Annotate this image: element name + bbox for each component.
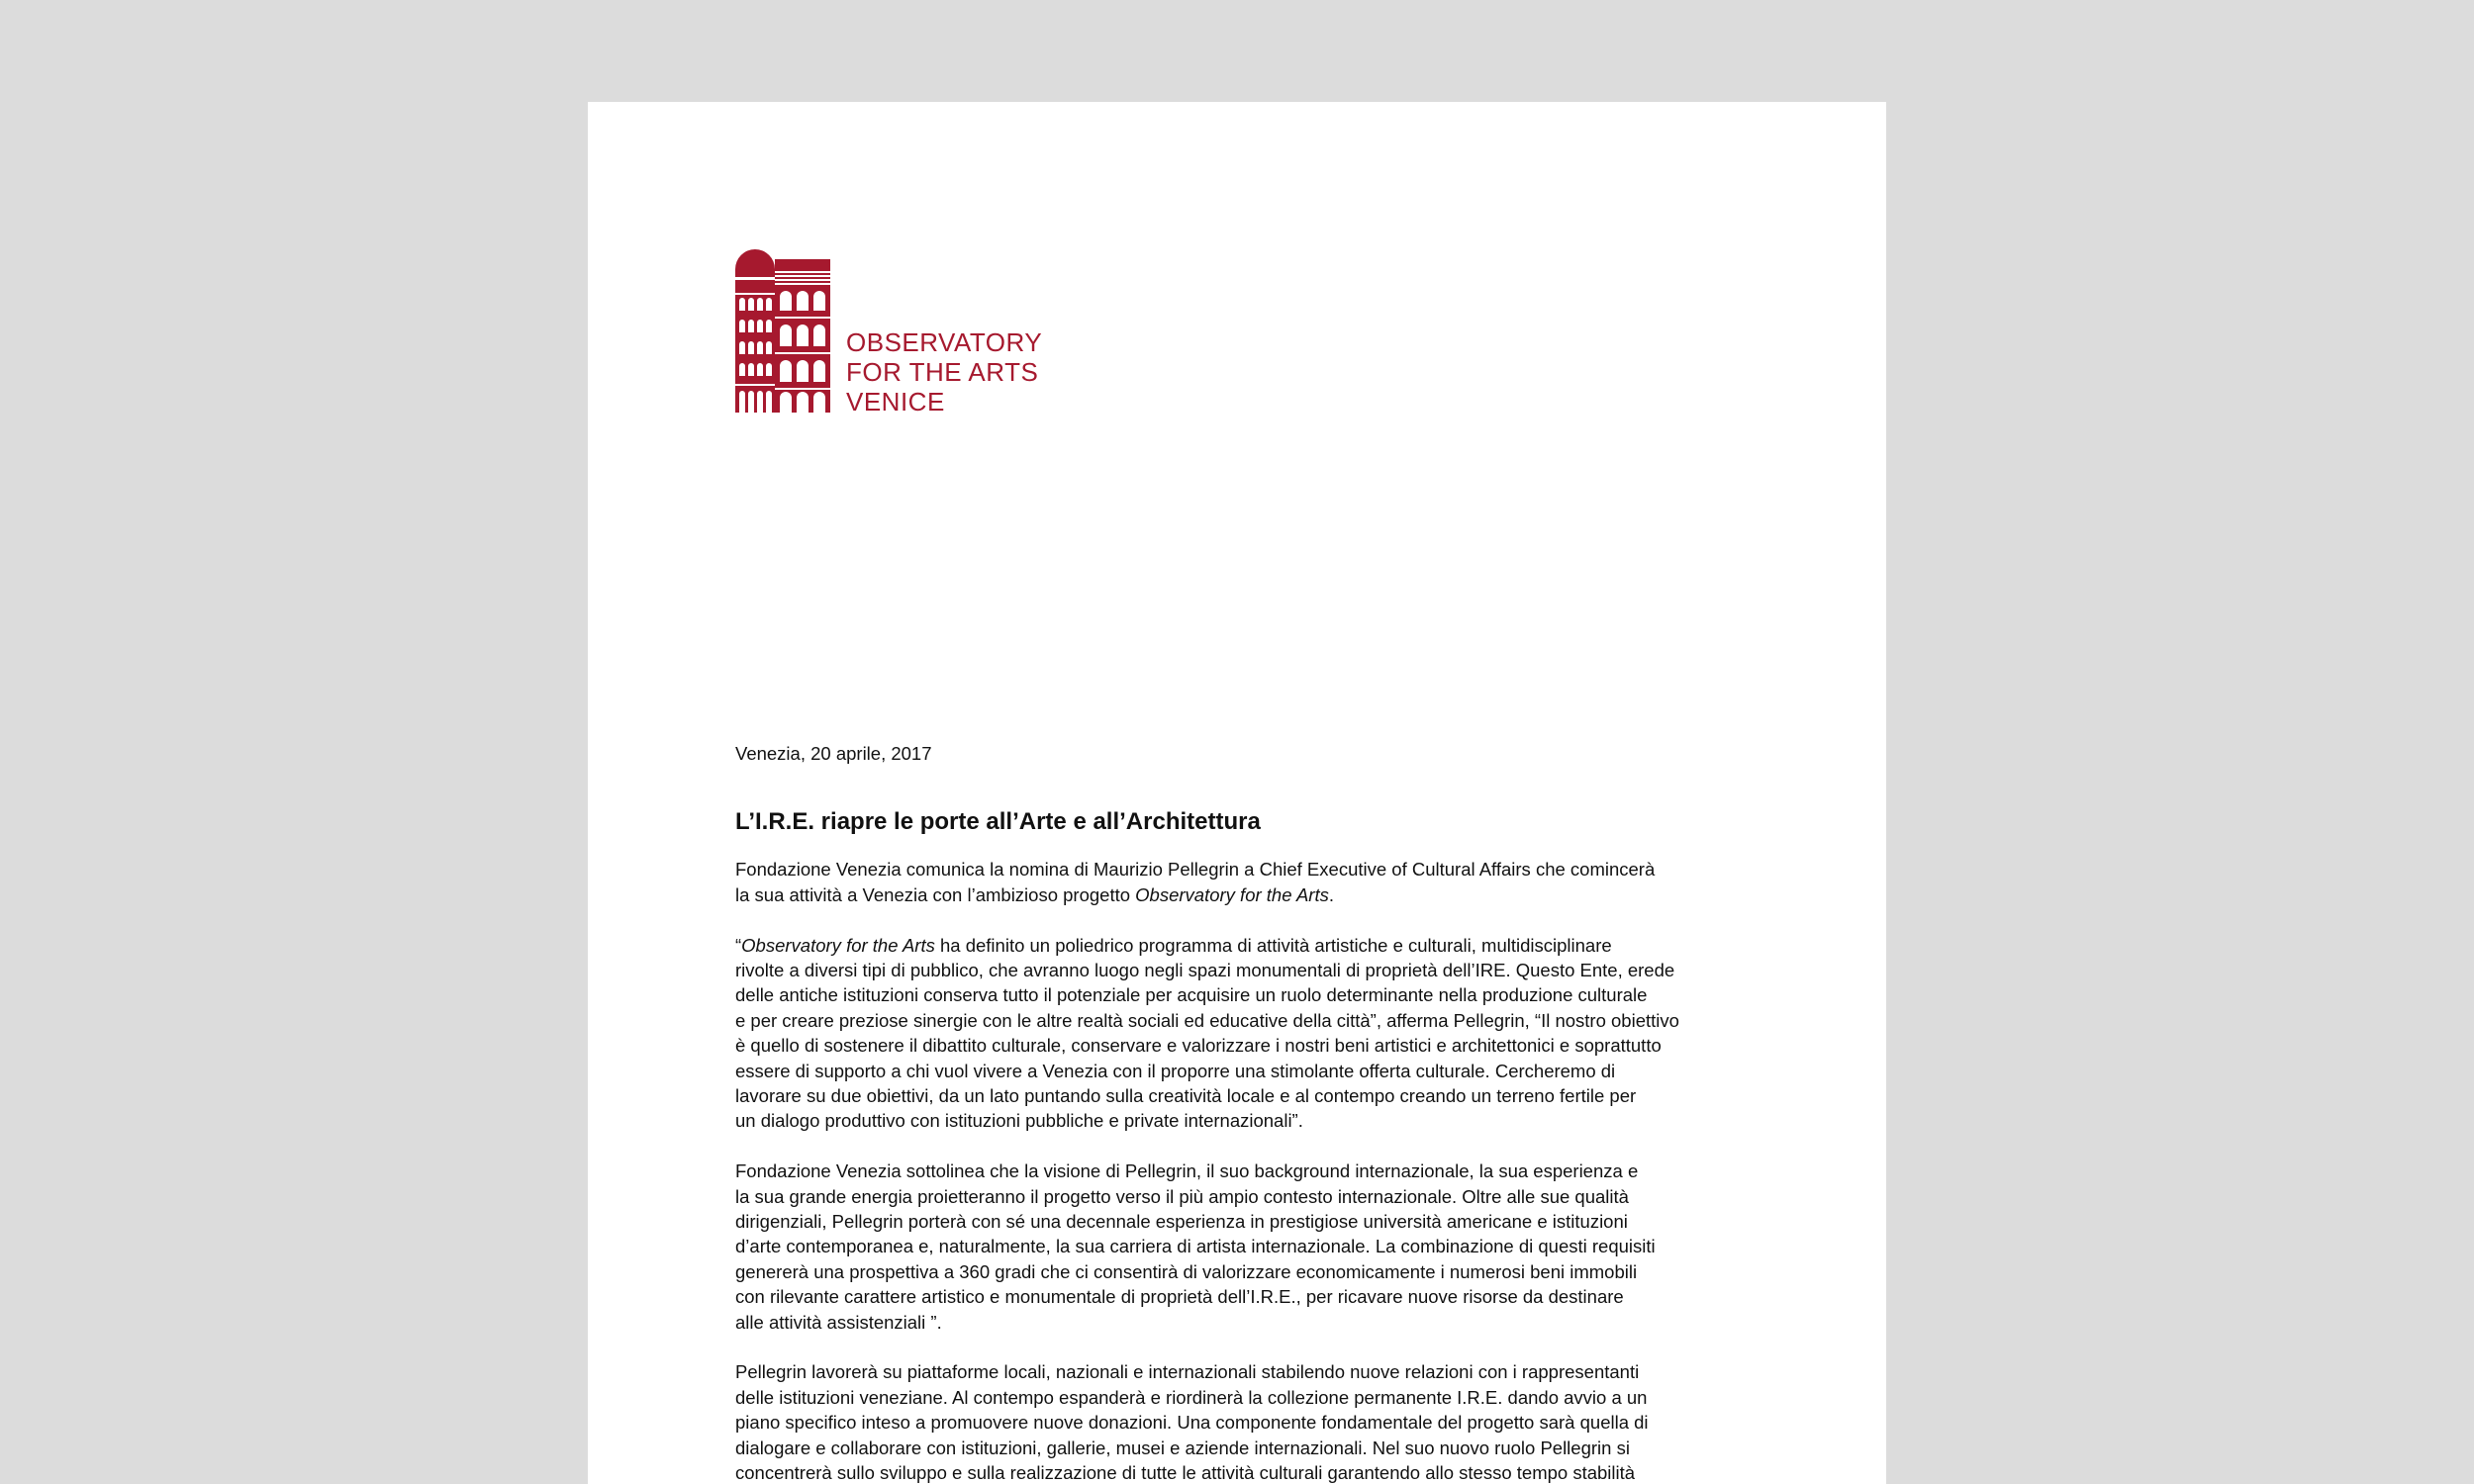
paragraph-line: concentrerà sullo sviluppo e sulla realizzazione di tutte le attività culturali garantendo allo stesso tempo stabilità <box>735 1462 1636 1484</box>
paragraph-2 <box>735 933 1745 1134</box>
logo-line-observatory: OBSERVATORY <box>846 327 1043 357</box>
paragraph-line: con rilevante carattere artistico e monumentale di proprietà dell’I.R.E., per ricavare nuove risorse da destinare <box>735 1286 1624 1308</box>
paragraph-line: è quello di sostenere il dibattito culturale, conservare e valorizzare i nostri beni artistici e architettonici e soprattutto <box>735 1035 1662 1057</box>
paragraph-line: Pellegrin lavorerà su piattaforme locali, nazionali e internazionali stabilendo nuove relazioni con i rappresentanti <box>735 1361 1640 1383</box>
paragraph-line: alle attività assistenziali ”. <box>735 1311 942 1333</box>
text-run: “ <box>735 934 742 956</box>
observatory-logo <box>735 249 1043 417</box>
logo-line-venice: VENICE <box>846 387 945 417</box>
paragraph-4 <box>735 1359 1745 1484</box>
paragraph-line: Fondazione Venezia comunica la nomina di Maurizio Pellegrin a Chief Executive of Cultural Affairs che comincerà <box>735 859 1656 881</box>
logo-wordmark <box>846 327 1042 417</box>
paragraph-line: piano specifico inteso a promuovere nuove donazioni. Una componente fondamentale del progetto sarà quella di <box>735 1412 1649 1434</box>
text-run: ha definito un poliedrico programma di attività artistiche e culturali, multidisciplinare <box>934 934 1612 956</box>
letter-page <box>588 102 1886 1484</box>
text-run: la sua attività a Venezia con l’ambizioso progetto <box>735 883 1136 905</box>
venetian-palazzo-facade-icon <box>735 249 830 413</box>
text-run: . <box>1328 883 1334 905</box>
paragraph-3 <box>735 1159 1745 1335</box>
paragraph-line: la sua grande energia proietteranno il progetto verso il più ampio contesto internazionale. Oltre alle sue qualità <box>735 1185 1629 1207</box>
paragraph-line: dialogare e collaborare con istituzioni, gallerie, musei e aziende internazionali. Nel suo nuovo ruolo Pellegrin si <box>735 1437 1630 1458</box>
paragraph-line: delle istituzioni veneziane. Al contempo espanderà e riordinerà la collezione permanente I.R.E. dando avvio a un <box>735 1386 1648 1408</box>
paragraph-line: rivolte a diversi tipi di pubblico, che avranno luogo negli spazi monumentali di proprietà dell’IRE. Questo Ente, erede <box>735 960 1675 981</box>
paragraph-line: delle antiche istituzioni conserva tutto il potenziale per acquisire un ruolo determinante nella produzione culturale <box>735 984 1648 1006</box>
paragraph-line <box>735 882 1745 907</box>
paragraph-line: dirigenziali, Pellegrin porterà con sé una decennale esperienza in prestigiose università americane e istituzioni <box>735 1211 1628 1233</box>
letter-headline: L’I.R.E. riapre le porte all’Arte e all’Architettura <box>735 808 1261 836</box>
paragraph-line: Fondazione Venezia sottolinea che la visione di Pellegrin, il suo background internazionale, la sua esperienza e <box>735 1160 1639 1182</box>
paragraph-line: genererà una prospettiva a 360 gradi che ci consentirà di valorizzare economicamente i numerosi beni immobili <box>735 1260 1638 1282</box>
paragraph-line: essere di supporto a chi vuol vivere a Venezia con il proporre una stimolante offerta culturale. Cercheremo di <box>735 1060 1616 1081</box>
letter-date: Venezia, 20 aprile, 2017 <box>735 743 932 764</box>
paragraph-1 <box>735 857 1745 907</box>
letter-body <box>735 741 1745 1484</box>
italic-title: Observatory for the Arts <box>741 934 935 956</box>
paragraph-line: lavorare su due obiettivi, da un lato puntando sulla creatività locale e al contempo creando un terreno fertile per <box>735 1085 1637 1107</box>
paragraph-line: d’arte contemporanea e, naturalmente, la sua carriera di artista internazionale. La combinazione di questi requisiti <box>735 1236 1656 1257</box>
paragraph-line <box>735 933 1745 958</box>
logo-line-for-the-arts: FOR THE ARTS <box>846 357 1039 387</box>
paragraph-line: e per creare preziose sinergie con le altre realtà sociali ed educative della città”, afferma Pellegrin, “Il nostro obiettivo <box>735 1009 1679 1031</box>
italic-title: Observatory for the Arts <box>1135 883 1329 905</box>
paragraph-line: un dialogo produttivo con istituzioni pubbliche e private internazionali”. <box>735 1110 1303 1132</box>
